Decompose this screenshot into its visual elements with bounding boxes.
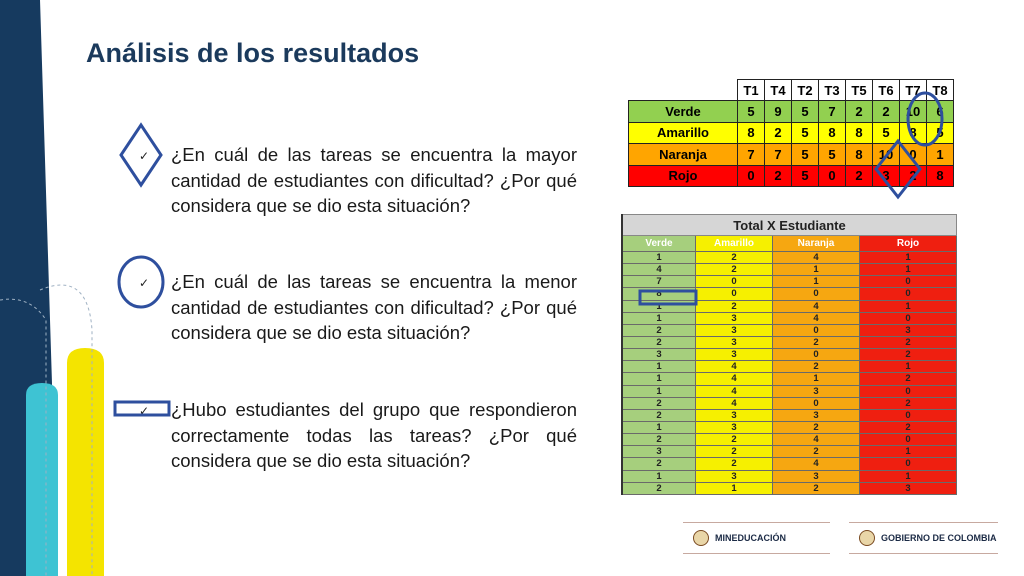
student-cell: 2 [622,324,696,336]
student-cell: 1 [696,482,773,494]
student-cell: 4 [773,434,860,446]
student-row [622,324,957,336]
diamond-marker-icon [118,122,164,188]
left-decoration [0,0,110,576]
header-naranja: Naranja [773,236,860,252]
student-cell: 0 [860,276,957,288]
mineducacion-label: MINEDUCACIÓN [715,533,786,543]
student-row [622,252,957,264]
student-cell: 1 [622,300,696,312]
tasks-cell: 5 [738,101,765,123]
student-cell: 4 [773,252,860,264]
task-header: T7 [900,80,927,101]
slide-title: Análisis de los resultados [86,38,420,68]
tasks-cell: 8 [846,144,873,166]
student-cell: 2 [860,397,957,409]
student-cell: 1 [622,421,696,433]
student-row [622,409,957,421]
student-cell: 4 [773,300,860,312]
check-icon: ✓ [139,149,150,163]
tasks-cell: 5 [792,165,819,187]
student-cell: 3 [696,336,773,348]
tasks-cell: 3 [873,165,900,187]
task-header: T4 [765,80,792,101]
student-cell: 1 [860,300,957,312]
student-cell: 0 [860,288,957,300]
tasks-cell: 7 [819,101,846,123]
student-table-title-row [622,215,957,236]
task-header: T8 [927,80,954,101]
tasks-cell: 0 [738,165,765,187]
student-cell: 3 [773,470,860,482]
seal-icon [693,530,709,546]
tasks-cell: 8 [819,122,846,144]
student-cell: 3 [860,324,957,336]
student-row [622,336,957,348]
student-cell: 2 [860,421,957,433]
task-header: T3 [819,80,846,101]
student-cell: 3 [696,470,773,482]
tasks-cell: 7 [765,144,792,166]
student-cell: 1 [622,470,696,482]
tasks-cell: 2 [900,165,927,187]
tasks-cell: 10 [873,144,900,166]
tasks-cell: 7 [738,144,765,166]
tasks-cell: 8 [927,165,954,187]
student-row [622,446,957,458]
student-cell: 2 [622,458,696,470]
student-cell: 3 [860,482,957,494]
student-cell: 1 [773,264,860,276]
tasks-cell: 8 [846,122,873,144]
student-cell: 4 [773,312,860,324]
tasks-cell: 2 [873,101,900,123]
student-row [622,312,957,324]
student-cell: 2 [622,336,696,348]
student-cell: 0 [773,397,860,409]
tasks-cell: 5 [792,101,819,123]
student-cell: 2 [860,349,957,361]
header-amarillo: Amarillo [696,236,773,252]
student-row [622,482,957,494]
student-row [622,397,957,409]
student-cell: 4 [696,373,773,385]
student-cell: 1 [860,470,957,482]
student-cell: 1 [860,252,957,264]
circle-marker-icon [116,254,166,310]
student-cell: 0 [860,458,957,470]
student-cell: 4 [773,458,860,470]
tasks-cell: 8 [738,122,765,144]
student-cell: 3 [696,409,773,421]
tasks-cell: 5 [927,122,954,144]
student-cell: 2 [773,336,860,348]
student-cell: 2 [696,434,773,446]
student-cell: 2 [773,446,860,458]
tasks-cell: 2 [765,122,792,144]
student-cell: 3 [696,324,773,336]
student-cell: 2 [696,300,773,312]
tasks-cell: 5 [873,122,900,144]
student-cell: 1 [773,276,860,288]
tasks-cell: 5 [819,144,846,166]
student-cell: 2 [622,397,696,409]
student-row [622,470,957,482]
student-cell: 4 [696,385,773,397]
student-cell: 1 [860,446,957,458]
student-cell: 0 [696,276,773,288]
student-cell: 2 [696,458,773,470]
task-header: T2 [792,80,819,101]
tasks-cell: 5 [792,144,819,166]
student-cell: 1 [860,361,957,373]
student-cell: 1 [860,264,957,276]
student-cell: 2 [773,361,860,373]
student-cell: 3 [773,409,860,421]
tasks-row-label: Amarillo [629,122,738,144]
student-cell: 2 [622,409,696,421]
student-cell: 3 [622,349,696,361]
student-cell: 0 [696,288,773,300]
student-row [622,349,957,361]
tasks-cell: 2 [846,165,873,187]
student-cell: 0 [860,409,957,421]
rectangle-marker-icon [113,400,171,418]
student-cell: 1 [773,373,860,385]
tasks-cell: 0 [900,144,927,166]
tasks-cell: 2 [846,101,873,123]
task-header: T6 [873,80,900,101]
question-3: ¿Hubo estudiantes del grupo que respondieron correctamente todas las tareas? ¿Por qué considera que se dio esta situación? [171,399,577,471]
student-cell: 8 [622,288,696,300]
header-verde: Verde [622,236,696,252]
student-cell: 3 [696,349,773,361]
student-cell: 2 [860,373,957,385]
tasks-cell: 1 [927,144,954,166]
student-table-title: Total X Estudiante [622,215,957,236]
student-row [622,373,957,385]
student-cell: 4 [622,264,696,276]
task-header: T5 [846,80,873,101]
student-row [622,434,957,446]
mineducacion-logo [683,522,830,554]
task-header: T1 [738,80,765,101]
check-icon: ✓ [139,404,150,418]
tasks-cell: 10 [900,101,927,123]
check-icon: ✓ [139,276,150,290]
student-cell: 3 [773,385,860,397]
student-cell: 0 [860,434,957,446]
tasks-cell: 2 [765,165,792,187]
question-2: ¿En cuál de las tareas se encuentra la menor cantidad de estudiantes con dificultad? ¿Por qué considera que se dio esta situación? [171,271,577,343]
student-cell: 1 [622,312,696,324]
student-cell: 2 [773,482,860,494]
tasks-cell: 9 [765,101,792,123]
gobierno-label: GOBIERNO DE COLOMBIA [881,533,997,543]
student-cell: 2 [773,421,860,433]
student-cell: 2 [622,434,696,446]
tasks-row-label: Naranja [629,144,738,166]
student-cell: 0 [860,385,957,397]
student-cell: 1 [622,252,696,264]
student-cell: 0 [773,288,860,300]
student-row [622,421,957,433]
header-rojo: Rojo [860,236,957,252]
seal-icon [859,530,875,546]
student-cell: 2 [622,482,696,494]
student-cell: 3 [696,312,773,324]
student-cell: 3 [696,421,773,433]
student-row [622,361,957,373]
student-totals-table [621,214,957,495]
student-row [622,385,957,397]
student-cell: 4 [696,361,773,373]
student-cell: 2 [696,252,773,264]
diamond-marker-icon [872,138,924,200]
student-table-header-row [622,236,957,252]
student-cell: 0 [773,349,860,361]
student-row [622,276,957,288]
rectangle-marker-icon [638,289,698,307]
student-cell: 4 [696,397,773,409]
tasks-cell: 6 [927,101,954,123]
student-cell: 7 [622,276,696,288]
student-cell: 3 [622,446,696,458]
student-cell: 2 [860,336,957,348]
student-row [622,264,957,276]
student-cell: 1 [622,385,696,397]
student-row [622,458,957,470]
student-cell: 2 [696,446,773,458]
student-cell: 1 [622,373,696,385]
student-cell: 2 [696,264,773,276]
student-cell: 0 [773,324,860,336]
student-cell: 1 [622,361,696,373]
tasks-cell: 5 [792,122,819,144]
student-cell: 0 [860,312,957,324]
tasks-cell: 0 [819,165,846,187]
tasks-row-label: Rojo [629,165,738,187]
gobierno-logo [849,522,998,554]
tasks-cell: 8 [900,122,927,144]
question-1: ¿En cuál de las tareas se encuentra la mayor cantidad de estudiantes con dificultad? ¿Por qué considera que se dio esta situación? [171,144,577,216]
tasks-row-label: Verde [629,101,738,123]
